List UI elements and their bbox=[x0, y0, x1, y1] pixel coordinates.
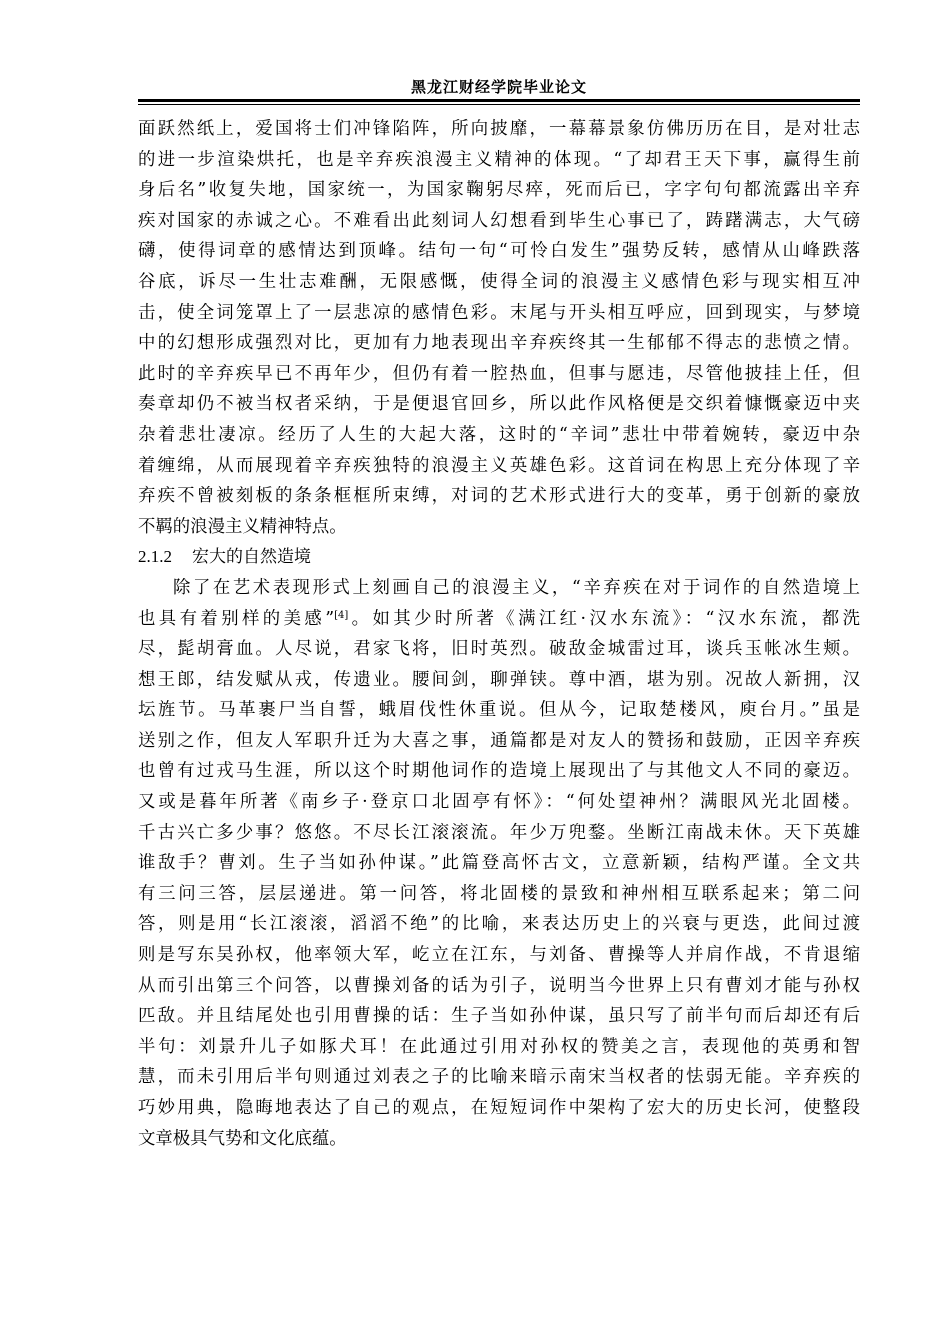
section-number: 2.1.2 bbox=[138, 547, 172, 567]
text-line: 不羁的浪漫主义精神特点。 bbox=[138, 516, 347, 537]
text-line: 则是写东吴孙权，他率领大军，屹立在江东，与刘备、曹操等人并肩作战，不肯退缩 bbox=[138, 945, 860, 966]
text-line: 又或是暮年所著《南乡子·登京口北固亭有怀》：“何处望神州？满眼风光北固楼。 bbox=[138, 792, 860, 813]
text-line: 杂着悲壮凄凉。经历了人生的大起大落，这时的“辛词”悲壮中带着婉转，豪迈中杂 bbox=[138, 424, 860, 445]
text-line: 弃疾不曾被刻板的条条框框所束缚，对词的艺术形式进行大的变革，勇于创新的豪放 bbox=[138, 486, 860, 507]
text-line: 文章极具气势和文化底蕴。 bbox=[138, 1128, 347, 1149]
text-line: 半句：刘景升儿子如豚犬耳！在此通过引用对孙权的赞美之言，表现他的英勇和智 bbox=[138, 1036, 860, 1057]
text-line: 想王郎，结发赋从戎，传遗业。腰间剑，聊弹铗。尊中酒，堪为别。况故人新拥，汉 bbox=[138, 669, 860, 690]
running-header: 黑龙江财经学院毕业论文 bbox=[410, 78, 587, 96]
section-title: 宏大的自然造境 bbox=[192, 547, 311, 567]
text-run: 。如其少时所著《满江红·汉水东流》：“汉水东流，都洗 bbox=[348, 608, 860, 629]
text-line: 送别之作，但友人军职升迁为大喜之事，通篇都是对友人的赞扬和鼓励，正因辛弃疾 bbox=[138, 730, 860, 751]
text-line: 礴，使得词章的感情达到顶峰。结句一句“可怜白发生”强势反转，感情从山峰跌落 bbox=[138, 241, 860, 262]
text-line: 也曾有过戎马生涯，所以这个时期他词作的造境上展现出了与其他文人不同的豪迈。 bbox=[138, 761, 860, 782]
text-line: 击，使全词笼罩上了一层悲凉的感情色彩。末尾与开头相互呼应，回到现实，与梦境 bbox=[138, 302, 860, 323]
text-line: 着缠绵，从而展现着辛弃疾独特的浪漫主义英雄色彩。这首词在构思上充分体现了辛 bbox=[138, 455, 860, 476]
text-line: 奏章却仍不被当权者采纳，于是便退官回乡，所以此作风格便是交织着慷慨豪迈中夹 bbox=[138, 394, 860, 415]
text-line: 有三问三答，层层递进。第一问答，将北固楼的景致和神州相互联系起来；第二问 bbox=[138, 883, 860, 904]
text-line: 答，则是用“长江滚滚，滔滔不绝”的比喻，来表达历史上的兴衰与更迭，此间过渡 bbox=[138, 914, 860, 935]
text-line: 千古兴亡多少事？悠悠。不尽长江滚滚流。年少万兜鍪。坐断江南战未休。天下英雄 bbox=[138, 822, 860, 843]
text-line: 此时的辛弃疾早已不再年少，但仍有着一腔热血，但事与愿违，尽管他披挂上任，但 bbox=[138, 363, 860, 384]
text-line: 巧妙用典，隐晦地表达了自己的观点，在短短词作中架构了宏大的历史长河，使整段 bbox=[138, 1098, 860, 1118]
text-line: 谷底，诉尽一生壮志难酬，无限感慨，使得全词的浪漫主义感情色彩与现实相互冲 bbox=[138, 271, 860, 292]
text-line: 匹敌。并且结尾处也引用曹操的话：生子当如孙仲谋，虽只写了前半句而后却还有后 bbox=[138, 1006, 860, 1027]
header-rule-thin bbox=[138, 104, 860, 105]
text-line: 面跃然纸上，爱国将士们冲锋陷阵，所向披靡，一幕幕景象仿佛历历在目，是对壮志 bbox=[138, 119, 860, 139]
body-text bbox=[138, 114, 860, 1154]
text-run: 也具有着别样的美感” bbox=[138, 608, 335, 629]
text-line: 的进一步渲染烘托，也是辛弃疾浪漫主义精神的体现。“了却君王天下事，赢得生前 bbox=[138, 149, 860, 170]
paragraph-first-line: 除了在艺术表现形式上刻画自己的浪漫主义，“辛弃疾在对于词作的自然造境上 bbox=[173, 577, 860, 598]
text-line: 尽，髭胡膏血。人尽说，君家飞将，旧时英烈。破敌金城雷过耳，谈兵玉帐冰生颊。 bbox=[138, 639, 860, 660]
text-line: 疾对国家的赤诚之心。不难看出此刻词人幻想看到毕生心事已了，踌躇满志，大气磅 bbox=[138, 210, 860, 231]
text-line: 中的幻想形成强烈对比，更加有力地表现出辛弃疾终其一生郁郁不得志的悲愤之情。 bbox=[138, 333, 860, 354]
text-line: 从而引出第三个问答，以曹操刘备的话为引子，说明当今世界上只有曹刘才能与孙权 bbox=[138, 975, 860, 996]
text-line: 谁敌手？曹刘。生子当如孙仲谋。”此篇登高怀古文，立意新颖，结构严谨。全文共 bbox=[138, 853, 860, 874]
header-rule-thick bbox=[138, 99, 860, 102]
section-heading bbox=[138, 542, 860, 573]
citation-ref: [4] bbox=[334, 609, 349, 621]
text-line bbox=[138, 604, 860, 635]
text-line: 坛旌节。马革裹尸当自誓，蛾眉伐性休重说。但从今，记取楚楼风，庾台月。”虽是 bbox=[138, 700, 860, 721]
text-line: 身后名”收复失地，国家统一，为国家鞠躬尽瘁，死而后已，字字句句都流露出辛弃 bbox=[138, 180, 860, 201]
text-line: 慧，而未引用后半句则通过刘表之子的比喻来暗示南宋当权者的怯弱无能。辛弃疾的 bbox=[138, 1067, 860, 1088]
